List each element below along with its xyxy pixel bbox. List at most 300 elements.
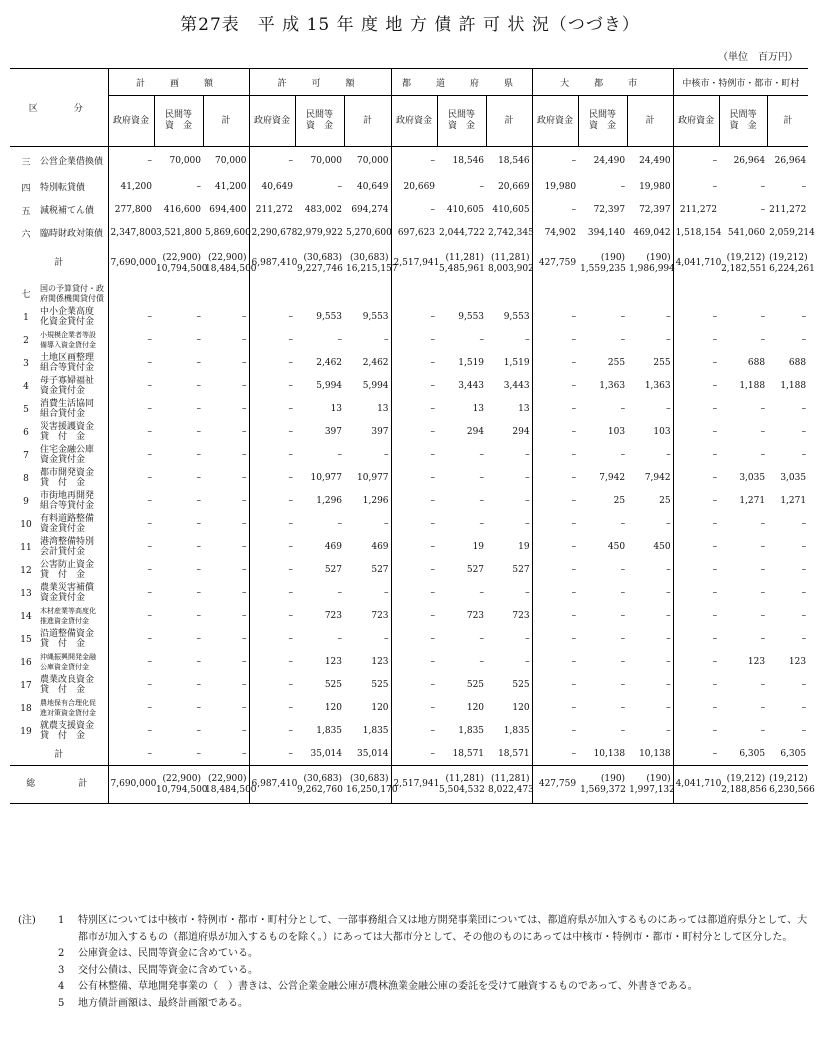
table-cell: – [108,513,154,536]
table-cell: – [196,496,201,506]
table-cell: – [760,542,766,552]
note-item [18,979,808,996]
table-cell: – [620,634,626,644]
row-number: 三 [21,157,31,168]
table-cell: – [242,611,247,621]
row-number: 12 [20,565,32,576]
table-cell: – [196,542,201,552]
table-cell: – [801,335,807,345]
table-row [10,674,808,697]
table-cell: 723 [466,611,485,621]
table-cell: 211,272 [769,205,807,215]
table-cell: – [337,182,343,192]
table-cell: – [801,450,807,460]
table-cell: – [673,559,719,582]
row-number: 13 [20,588,32,599]
table-cell: – [108,720,154,743]
table-cell: – [479,335,485,345]
table-cell: 35,014 [357,748,389,759]
row-label [10,513,108,536]
table-cell: 4,041,710 [673,245,719,283]
table-cell: – [620,657,626,667]
table-cell: (19,212) 6,230,566 [767,766,808,804]
table-row [10,199,808,222]
table-cell [767,283,808,306]
table-cell: – [620,588,626,598]
table-cell: – [760,404,766,414]
subcol-header: 政府資金 [532,96,578,147]
table-cell: 527 [324,565,343,575]
table-row [10,651,808,674]
table-cell: – [532,147,578,176]
table-cell: – [620,182,626,192]
table-cell [108,283,154,306]
table-cell: – [532,329,578,352]
table-cell: – [249,628,295,651]
table-cell: 10,977 [357,473,389,483]
table-cell: 9,553 [503,312,530,322]
table-cell: 70,000 [357,156,389,167]
table-cell: 2,290,678 [249,222,295,245]
row-label [10,352,108,375]
table-cell: 72,397 [593,205,626,215]
table-cell: 410,605 [446,205,485,215]
table-cell: 123 [371,657,389,667]
row-label [10,245,108,283]
table-cell: – [337,519,343,529]
table-cell: 3,035 [780,473,807,483]
table-row [10,720,808,743]
table-cell: – [391,628,437,651]
table-cell: 70,000 [169,156,201,167]
table-cell: – [108,582,154,605]
group-header-plan: 計 画 額 [108,69,249,96]
table-cell: 5,994 [362,381,389,391]
table-cell: 103 [653,427,671,437]
table-row [10,375,808,398]
table-cell: – [532,536,578,559]
table-cell: – [673,398,719,421]
table-cell: 72,397 [639,205,671,215]
row-label [10,147,108,176]
table-cell: 6,305 [780,748,807,759]
table-cell: 2,517,941 [391,766,437,804]
table-cell: 1,835 [458,726,485,736]
table-cell: – [620,450,626,460]
table-cell [203,283,249,306]
table-cell: – [479,450,485,460]
table-cell: 18,571 [498,748,530,759]
table-cell: 9,553 [458,312,485,322]
table-cell: – [196,657,201,667]
row-number: 五 [21,206,31,217]
table-cell: – [391,513,437,536]
table-row [10,697,808,720]
table-cell: – [196,473,201,483]
table-cell: 18,546 [452,156,485,167]
table-cell: 394,140 [587,228,626,238]
table-cell: – [760,611,766,621]
row-label-text: 公営企業借換債 [40,157,104,168]
table-cell: – [666,680,671,690]
table-row [10,559,808,582]
table-cell: – [760,634,766,644]
table-row [10,513,808,536]
table-cell [532,283,578,306]
table-cell: – [525,588,530,598]
table-cell: 541,060 [727,228,766,238]
table-cell: – [673,743,719,766]
table-cell: – [196,519,201,529]
table-cell: – [249,697,295,720]
table-cell: (190) 1,997,132 [627,766,673,804]
table-cell: – [532,559,578,582]
table-row [10,605,808,628]
table-cell: 1,296 [362,496,389,506]
table-cell: 120 [371,703,389,713]
table-cell: – [760,519,766,529]
table-cell: – [673,421,719,444]
table-cell: – [760,312,766,322]
table-cell: 120 [324,703,343,713]
row-label [10,421,108,444]
table-cell: – [337,634,343,644]
table-cell: – [801,634,807,644]
table-cell: – [760,680,766,690]
table-cell: 120 [512,703,530,713]
row-number: 16 [20,657,32,668]
table-cell: – [242,703,247,713]
table-cell: – [108,605,154,628]
table-cell: (30,683) 9,227,746 [297,252,343,274]
table-cell: 13 [472,404,485,414]
table-cell: 1,519 [503,358,530,368]
table-cell: (22,900) 10,794,500 [156,252,208,274]
note-mark: (注) [18,915,36,926]
table-cell: – [242,565,247,575]
table-cell: 2,742,345 [488,228,534,238]
table-cell: (11,281) 8,003,902 [488,252,534,274]
table-cell: 688 [747,358,766,368]
table-cell: – [666,312,671,322]
table-cell: 10,977 [310,473,343,483]
note-item [18,946,808,963]
table-cell: 70,000 [310,156,343,167]
table-cell: – [391,720,437,743]
note-item [18,913,808,946]
table-cell: – [479,496,485,506]
table-cell: – [108,398,154,421]
table-cell: – [196,634,201,644]
table-cell [627,283,673,306]
row-label-text: 木材産業等高度化 推進資金貸付金 [40,607,96,625]
table-cell: – [249,352,295,375]
table-cell: 211,272 [673,199,719,222]
table-cell: – [479,519,485,529]
table-cell: – [532,306,578,329]
table-cell: 9,553 [362,312,389,322]
table-cell: – [666,611,671,621]
table-cell: – [391,375,437,398]
table-cell: – [249,467,295,490]
table-cell: 1,296 [316,496,343,506]
table-cell: – [337,588,343,598]
table-cell: 525 [512,680,530,690]
table-cell: 1,835 [503,726,530,736]
table-cell: 7,690,000 [108,766,154,804]
table-cell: – [196,335,201,345]
table-cell: 7,690,000 [108,245,154,283]
row-number: 6 [23,427,29,438]
table-cell: – [479,473,485,483]
table-cell: – [760,588,766,598]
table-cell: – [801,703,807,713]
table-row [10,766,808,804]
table-cell: 1,271 [780,496,807,506]
table-cell: – [801,611,807,621]
table-cell: 1,188 [780,381,807,391]
table-cell: 483,002 [304,205,343,215]
table-cell: 450 [607,542,626,552]
table-cell: – [108,743,154,766]
table-cell: (19,212) 2,182,551 [721,252,767,274]
table-cell: 26,964 [733,156,766,167]
table-cell: – [532,467,578,490]
table-cell: 2,462 [316,358,343,368]
table-cell: – [249,720,295,743]
table-cell: – [666,634,671,644]
row-label-text: 公害防止資金 貸 付 金 [40,560,95,580]
table-cell: (190) 1,986,994 [629,252,675,274]
table-cell: 3,521,800 [156,228,202,238]
table-cell: 694,274 [351,205,389,215]
table-cell: 3,443 [458,381,485,391]
table-cell: – [108,444,154,467]
table-cell: – [666,588,671,598]
table-cell: – [532,605,578,628]
row-label [10,283,108,306]
table-cell: – [666,726,671,736]
table-cell: – [391,199,437,222]
table-cell: – [801,427,807,437]
subcol-header: 民間等 資 金 [578,96,627,147]
table-cell: – [673,628,719,651]
table-cell: – [532,421,578,444]
row-number: 4 [23,381,29,392]
table-cell: – [620,611,626,621]
subcol-header: 計 [486,96,532,147]
row-number: 11 [20,542,32,553]
table-cell: 525 [466,680,485,690]
table-cell: – [532,628,578,651]
row-number: 10 [20,519,32,530]
table-cell: 123 [788,657,807,667]
table-cell: – [391,306,437,329]
table-cell: 123 [747,657,766,667]
table-cell: – [108,674,154,697]
table-cell: – [108,421,154,444]
table-row [10,147,808,176]
table-cell: (11,281) 8,022,473 [486,766,532,804]
table-cell: – [242,542,247,552]
table-cell: – [384,634,389,644]
table-cell: 2,517,941 [391,245,437,283]
table-cell: 255 [653,358,671,368]
subcol-header: 政府資金 [673,96,719,147]
bond-permit-table [10,68,815,804]
table-cell [295,283,344,306]
table-cell: (22,900) 10,794,500 [154,766,203,804]
table-cell: 13 [330,404,343,414]
table-cell: 6,305 [739,748,766,759]
table-cell: – [801,182,807,192]
row-label-text: 有料道路整備 資金貸付金 [40,514,95,534]
table-row [10,352,808,375]
table-cell: 2,979,922 [297,228,343,238]
table-cell: – [249,147,295,176]
table-cell: 13 [377,404,389,414]
table-cell: – [242,312,247,322]
table-row [10,329,808,352]
table-cell: – [249,582,295,605]
table-cell: – [525,634,530,644]
table-cell: – [108,352,154,375]
table-cell: – [673,582,719,605]
group-header-major-city: 大 都 市 [532,69,673,96]
table-cell: 35,014 [310,748,343,759]
table-cell: (19,212) 6,224,261 [769,252,815,274]
table-cell: – [242,748,247,759]
table-cell: – [525,657,530,667]
table-row [10,245,808,283]
table-cell: – [532,674,578,697]
table-cell: – [249,674,295,697]
table-cell: – [673,513,719,536]
table-cell: – [242,588,247,598]
row-number: 2 [23,335,29,346]
table-cell: 694,400 [209,205,247,215]
table-cell: – [760,565,766,575]
table-cell: – [384,588,389,598]
table-cell: (30,683) 16,215,157 [346,252,398,274]
table-cell: 24,490 [593,156,626,167]
table-cell: – [337,450,343,460]
table-cell: 723 [512,611,530,621]
row-number: 17 [20,680,32,691]
table-cell: 397 [324,427,343,437]
table-cell: – [108,536,154,559]
table-cell [578,283,627,306]
table-row [10,283,808,306]
table-cell: – [673,720,719,743]
table-cell [673,283,719,306]
table-cell: – [242,496,247,506]
table-cell: 688 [788,358,807,368]
table-cell: – [249,375,295,398]
table-cell: – [108,306,154,329]
row-label-text: 中小企業高度 化資金貸付金 [40,307,95,327]
table-cell: – [242,450,247,460]
table-cell: – [391,490,437,513]
table-cell: – [242,427,247,437]
table-cell: – [673,467,719,490]
table-cell: 1,835 [362,726,389,736]
row-label-text: 計 [54,258,64,268]
row-label-text: 消費生活協同 組合貸付金 [40,399,95,419]
table-cell: 527 [371,565,389,575]
table-cell: – [249,306,295,329]
table-cell: – [620,335,626,345]
subcol-header: 政府資金 [249,96,295,147]
table-cell: 120 [466,703,485,713]
table-cell: – [337,335,343,345]
table-cell: – [196,680,201,690]
row-label [10,651,108,674]
table-cell: – [479,634,485,644]
table-cell: (11,281) 5,485,961 [439,252,485,274]
table-cell: – [242,726,247,736]
table-cell: – [673,536,719,559]
table-cell: – [666,335,671,345]
table-cell: 103 [607,427,626,437]
table-cell: – [196,182,201,192]
table-row [10,628,808,651]
table-cell: – [673,490,719,513]
table-cell: – [108,697,154,720]
row-label-text: 母子寡婦福祉 資金貸付金 [40,376,95,396]
table-cell: (22,900) 18,484,500 [205,252,257,274]
table-cell: 2,044,722 [439,228,485,238]
row-number: 8 [23,473,29,484]
row-label-text: 臨時財政対策債 [40,229,104,239]
table-cell: – [801,680,807,690]
table-cell: – [620,519,626,529]
row-number: 六 [21,229,31,240]
table-cell: – [391,536,437,559]
row-label-text: 都市開発資金 貸 付 金 [40,468,95,488]
table-cell: – [249,559,295,582]
row-label [10,605,108,628]
row-label [10,743,108,766]
table-cell: (19,212) 2,188,856 [719,766,767,804]
table-cell: – [532,352,578,375]
table-cell: – [391,743,437,766]
table-cell: – [196,404,201,414]
table-row [10,743,808,766]
table-cell: – [108,628,154,651]
table-cell [437,283,486,306]
table-cell: – [532,582,578,605]
table-cell: – [249,490,295,513]
row-label-text: 土地区画整理 組合等貸付金 [40,353,95,373]
row-number: 14 [20,611,32,622]
table-cell: 1,363 [599,381,626,391]
note-number: 5 [58,997,65,1009]
table-cell [154,283,203,306]
table-cell: 7,942 [599,473,626,483]
table-cell: (30,683) 16,250,170 [344,766,391,804]
note-number: 3 [58,964,65,976]
table-cell: – [196,611,201,621]
table-cell: 697,623 [391,222,437,245]
table-cell: – [249,329,295,352]
row-label-text: 農業災害補償 資金貸付金 [40,583,95,603]
table-cell: – [242,404,247,414]
row-label-text: 国の予算貸付・政 府関係機関貸付債 [40,284,104,303]
table-cell: 4,041,710 [673,766,719,804]
table-cell [486,283,532,306]
table-cell: – [532,375,578,398]
